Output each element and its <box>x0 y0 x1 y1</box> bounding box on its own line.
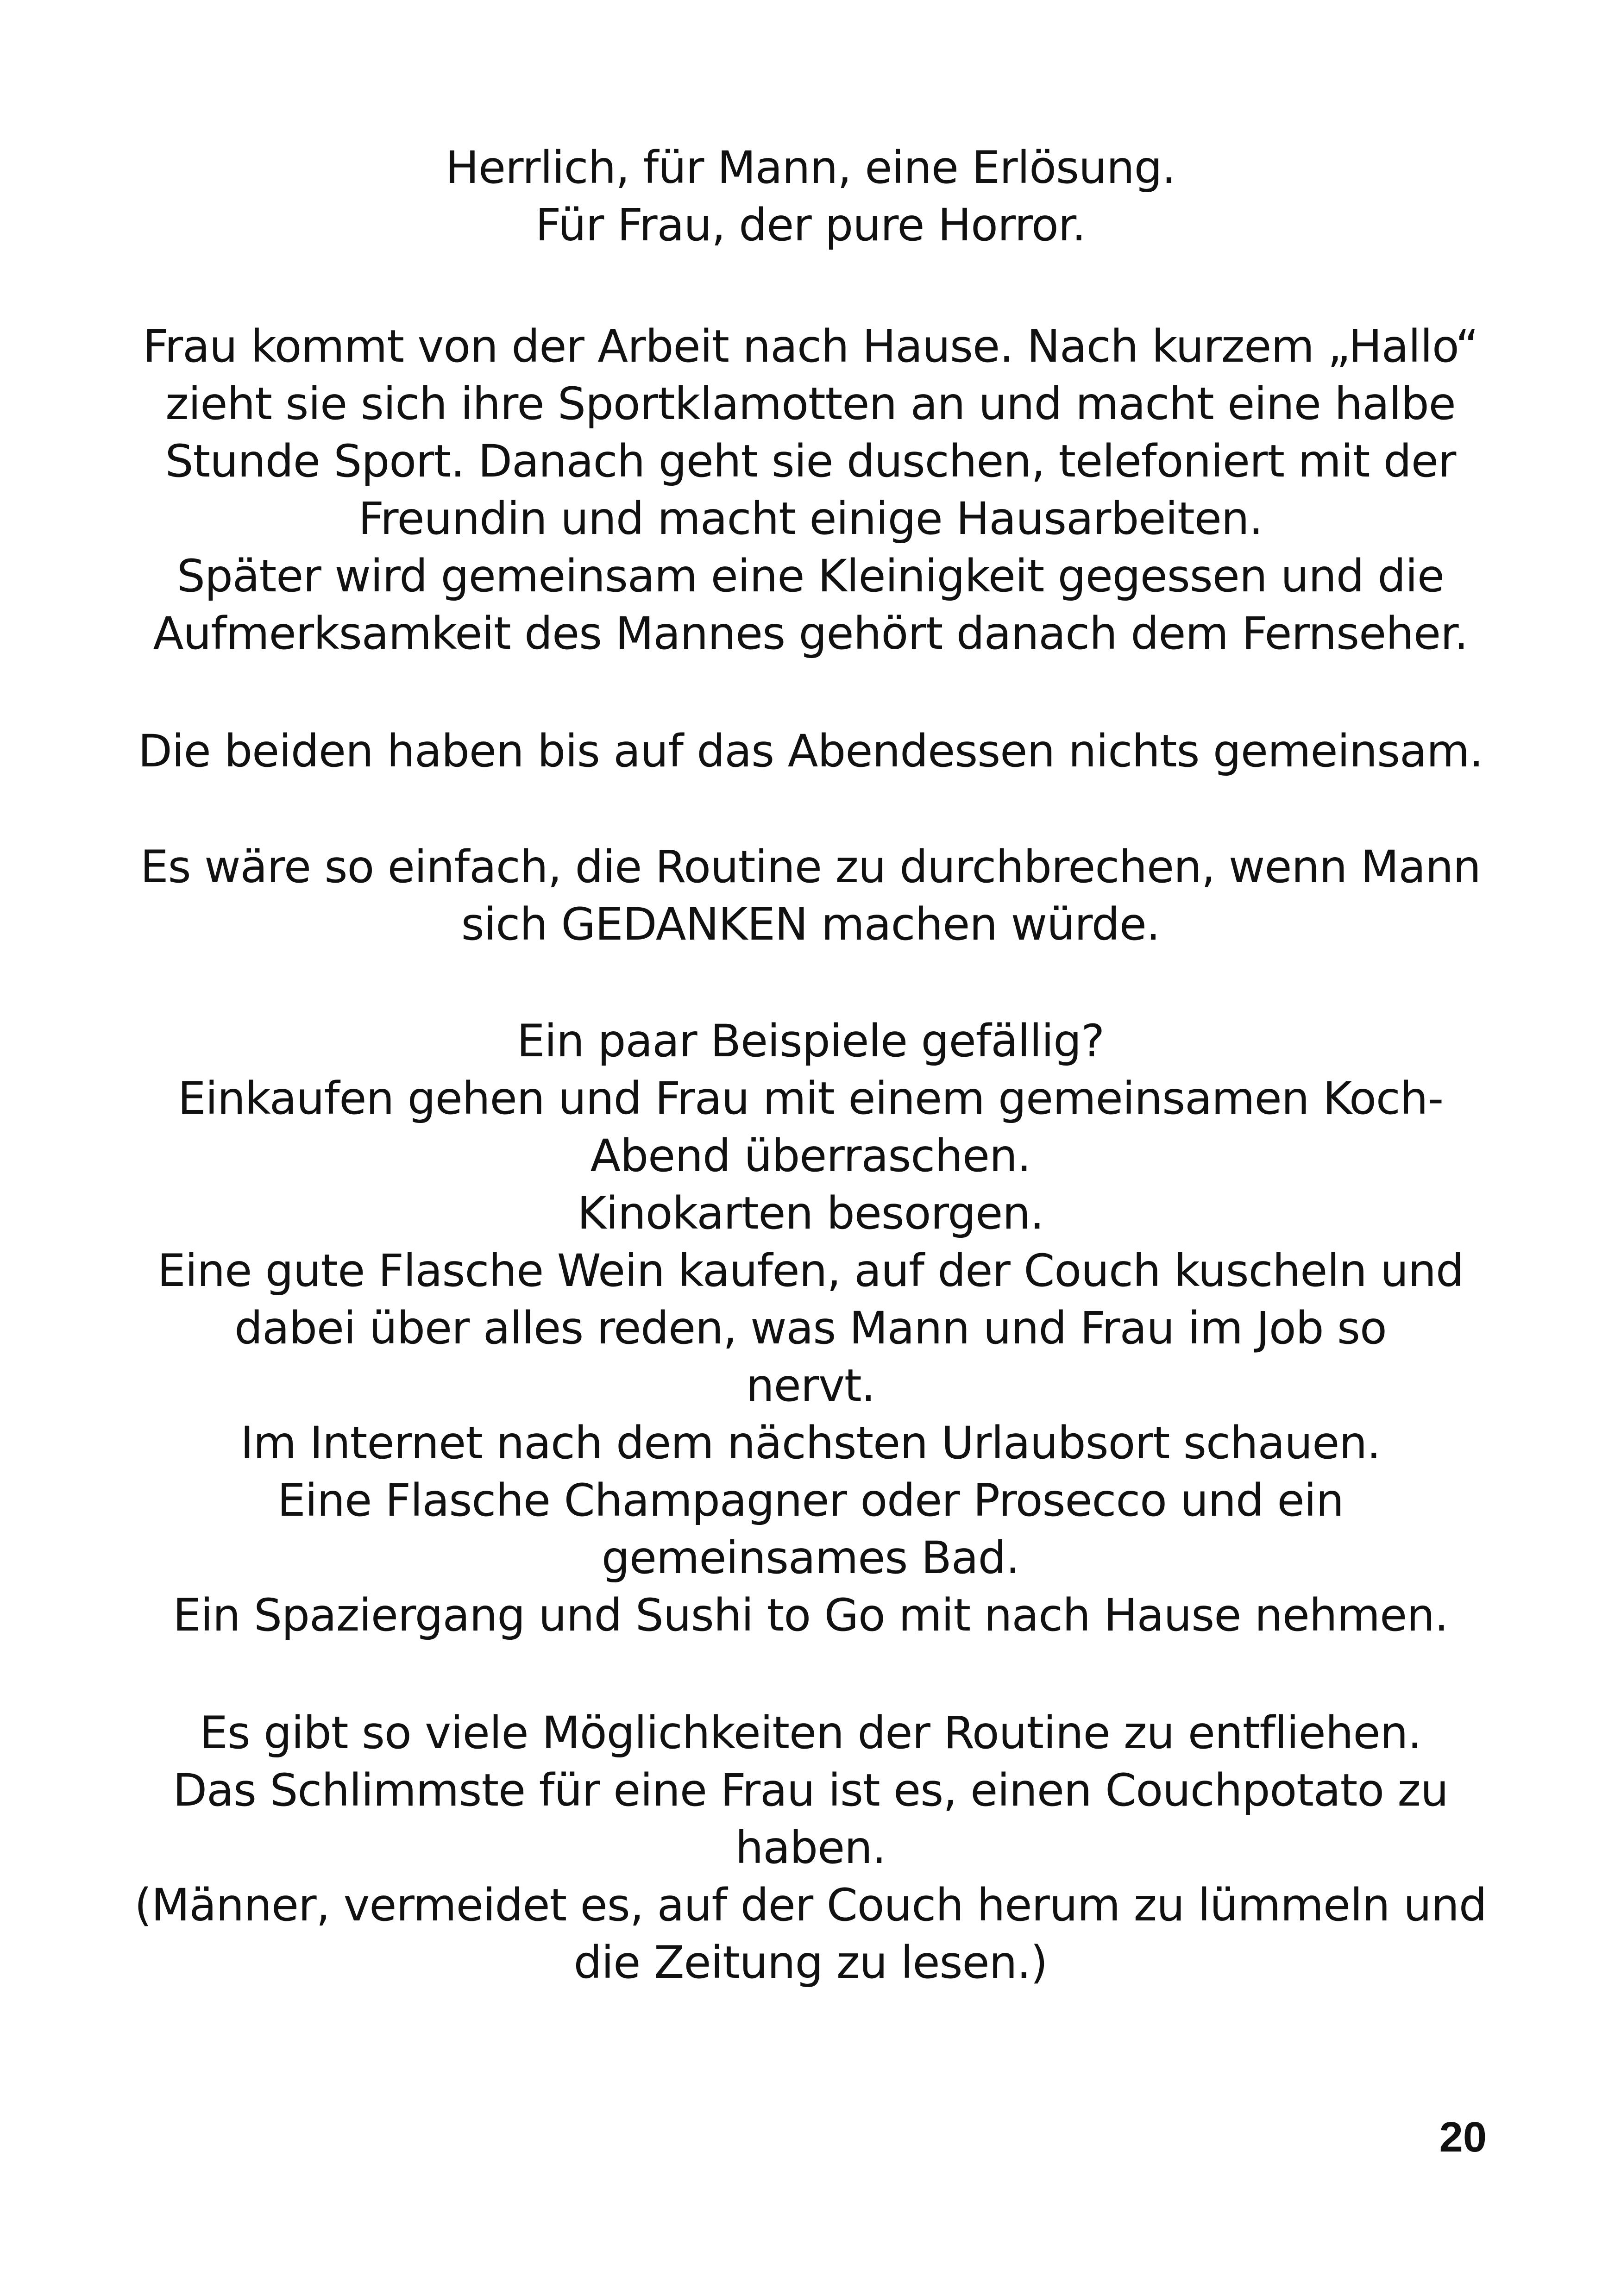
text-line-21: gemeinsames Bad. <box>601 1532 1020 1584</box>
text-line-24: Das Schlimmste für eine Frau ist es, einen Couchpotato zu <box>173 1764 1448 1816</box>
text-line-4: zieht sie sich ihre Sportklamotten an und macht eine halbe <box>165 378 1456 430</box>
text-line-16: Eine gute Flasche Wein kaufen, auf der Couch kuscheln und <box>157 1245 1464 1297</box>
text-line-9: Die beiden haben bis auf das Abendessen nichts gemeinsam. <box>138 725 1483 777</box>
text-line-17: dabei über alles reden, was Mann und Frau im Job so <box>234 1302 1387 1354</box>
text-line-27: die Zeitung zu lesen.) <box>573 1937 1048 1989</box>
text-line-23: Es gibt so viele Möglichkeiten der Routine zu entfliehen. <box>200 1707 1421 1759</box>
text-line-8: Aufmerksamkeit des Mannes gehört danach dem Fernseher. <box>153 608 1468 659</box>
text-line-15: Kinokarten besorgen. <box>577 1187 1044 1239</box>
text-line-18: nervt. <box>746 1360 875 1411</box>
text-line-2: Für Frau, der pure Horror. <box>535 199 1086 251</box>
text-line-12: Ein paar Beispiele gefällig? <box>516 1015 1105 1067</box>
text-line-6: Freundin und macht einige Hausarbeiten. <box>358 493 1263 545</box>
text-line-7: Später wird gemeinsam eine Kleinigkeit gegessen und die <box>176 550 1445 602</box>
text-line-13: Einkaufen gehen und Frau mit einem gemeinsamen Koch- <box>177 1073 1444 1124</box>
text-line-11: sich GEDANKEN machen würde. <box>461 898 1160 950</box>
text-line-20: Eine Flasche Champagner oder Prosecco und ein <box>277 1474 1344 1526</box>
text-line-10: Es wäre so einfach, die Routine zu durchbrechen, wenn Mann <box>140 841 1481 893</box>
text-line-22: Ein Spaziergang und Sushi to Go mit nach Hause nehmen. <box>173 1589 1448 1641</box>
text-line-14: Abend überraschen. <box>590 1130 1031 1182</box>
text-line-25: haben. <box>735 1822 886 1874</box>
text-line-1: Herrlich, für Mann, eine Erlösung. <box>445 142 1176 194</box>
text-line-19: Im Internet nach dem nächsten Urlaubsort schauen. <box>240 1417 1381 1469</box>
text-line-3: Frau kommt von der Arbeit nach Hause. Nach kurzem „Hallo“ <box>143 320 1478 372</box>
text-line-5: Stunde Sport. Danach geht sie duschen, telefoniert mit der <box>165 435 1456 487</box>
text-line-26: (Männer, vermeidet es, auf der Couch herum zu lümmeln und <box>134 1879 1487 1931</box>
page-number: 20 <box>1439 2114 1487 2161</box>
